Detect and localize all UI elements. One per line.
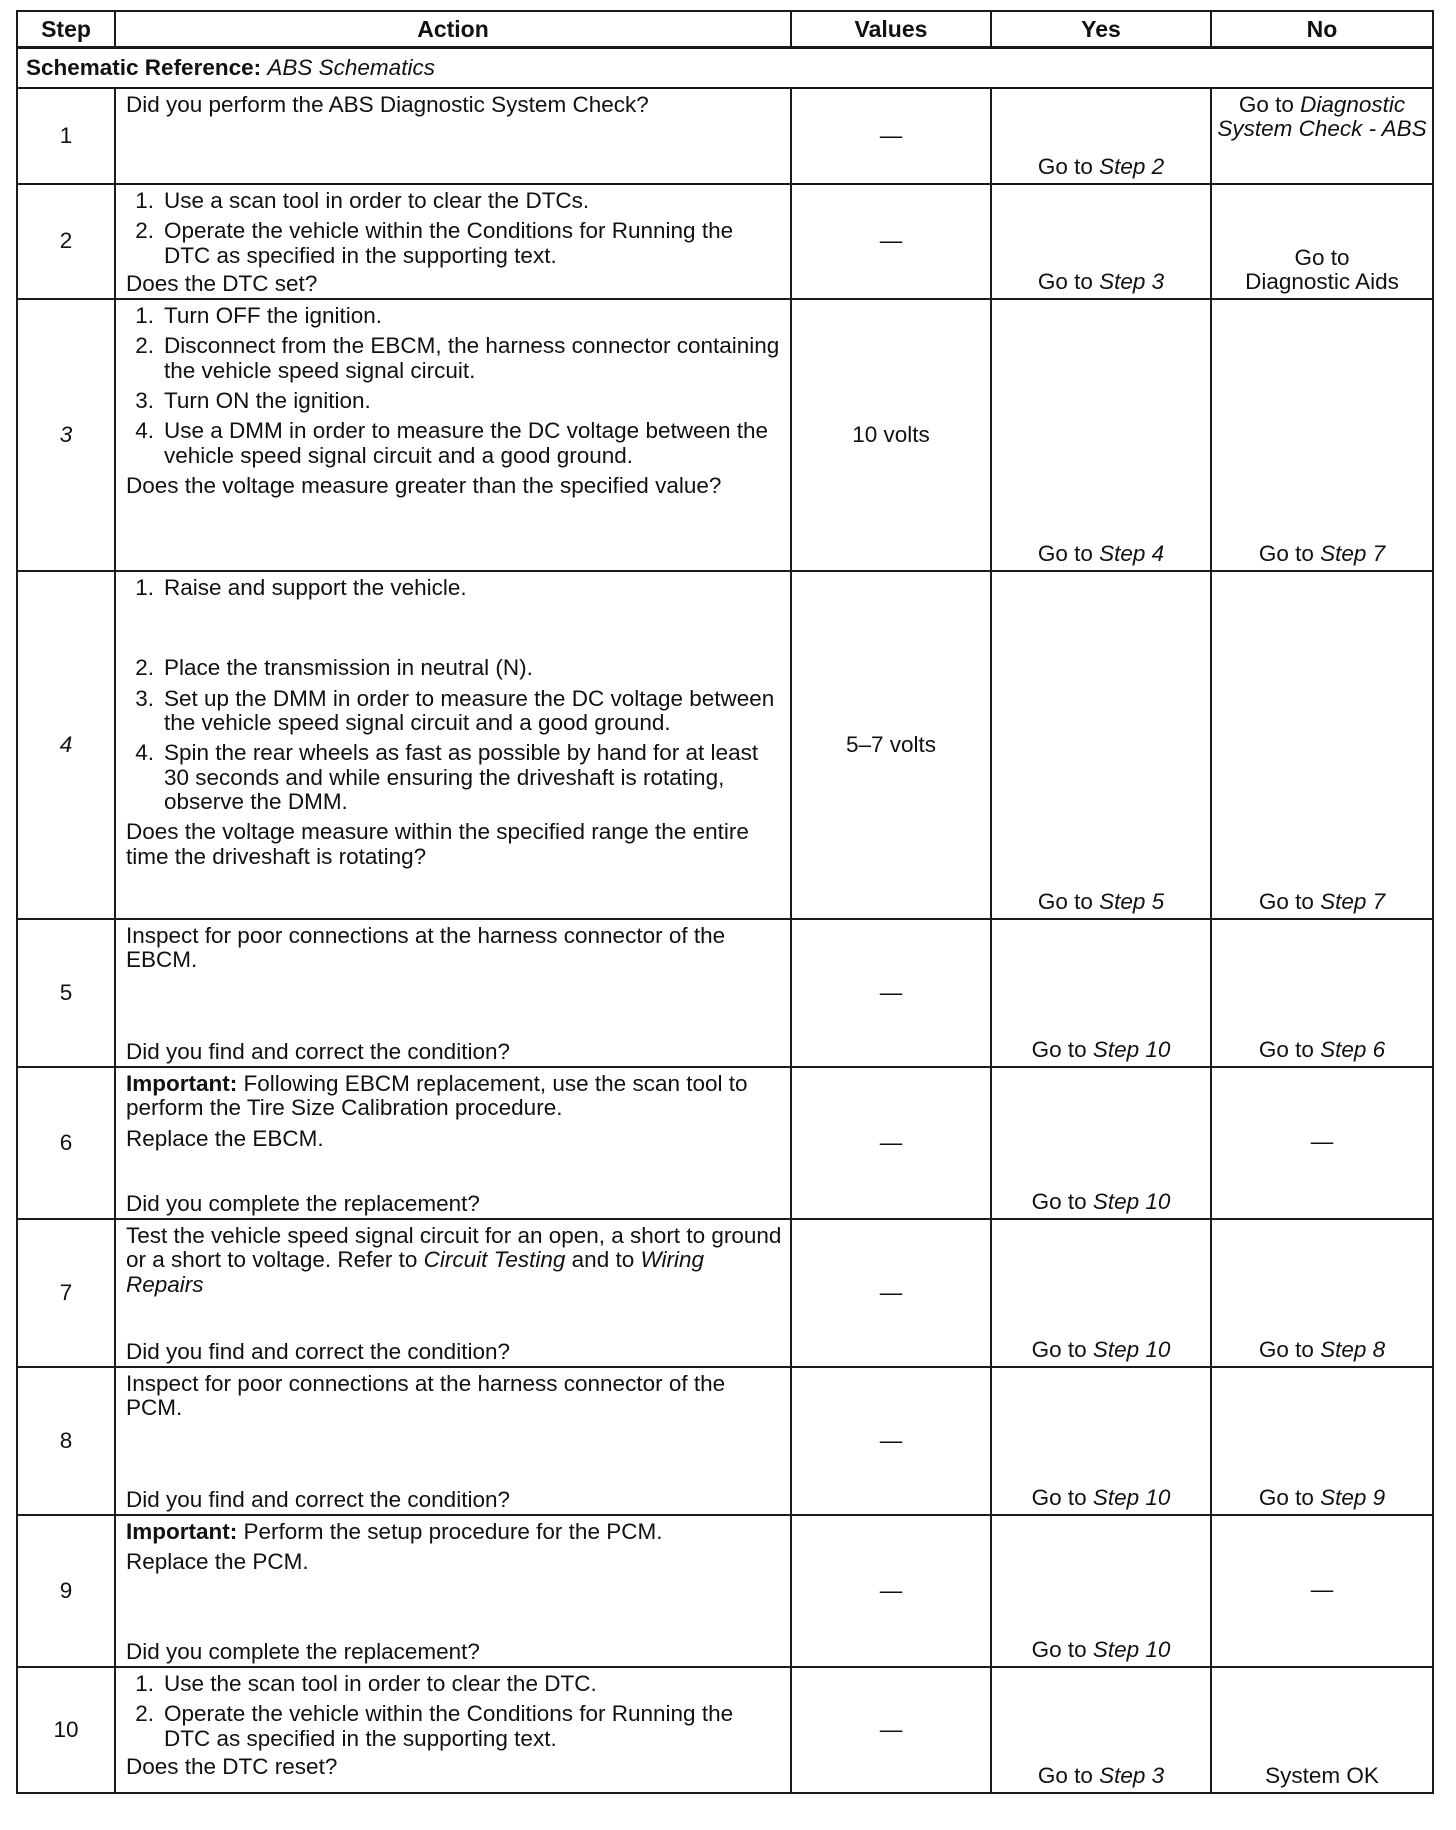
header-no: No: [1211, 11, 1433, 48]
table-row-step-3: [17, 299, 1433, 571]
no-prefix: Go to: [1258, 540, 1314, 566]
schematic-reference-label: Schematic Reference:: [26, 54, 262, 80]
step-yes: [991, 1219, 1211, 1367]
step-action: [115, 184, 791, 299]
step-no: System OK: [1211, 1667, 1433, 1793]
yes-target-link[interactable]: Step 2: [1099, 153, 1165, 179]
no-target-link[interactable]: Step 7: [1320, 888, 1386, 914]
table-row-step-6: [17, 1067, 1433, 1219]
list-item: 1. Use a scan tool in order to clear the DTCs.: [135, 188, 590, 213]
yes-target-link[interactable]: Step 10: [1092, 1036, 1171, 1062]
wiring-repairs-link[interactable]: Wiring Repairs: [126, 1247, 705, 1297]
step-action: [115, 919, 791, 1067]
step-yes: [991, 571, 1211, 919]
yes-target-link[interactable]: Step 10: [1092, 1336, 1171, 1362]
yes-prefix: Go to: [1031, 1188, 1087, 1214]
step-values: —: [791, 1515, 991, 1667]
step-no: [1211, 919, 1433, 1067]
yes-prefix: Go to: [1037, 888, 1093, 914]
yes-target-link[interactable]: Step 10: [1092, 1484, 1171, 1510]
step-yes: [991, 184, 1211, 299]
step-instruction: Replace the EBCM.: [126, 1125, 324, 1151]
step-instruction: Replace the PCM.: [126, 1549, 309, 1575]
step-instruction: Inspect for poor connections at the harness connector of the EBCM.: [126, 923, 726, 973]
no-prefix: Go to: [1238, 92, 1294, 117]
header-values: Values: [791, 11, 991, 48]
step-question: Did you complete the replacement?: [126, 1638, 480, 1664]
step-values: —: [791, 1219, 991, 1367]
schematic-reference: [17, 48, 1433, 89]
list-item: 2. Operate the vehicle within the Conditions for Running the DTC as specified in the supporting text.: [135, 218, 734, 268]
step-action: [115, 88, 791, 184]
step-yes: [991, 1367, 1211, 1515]
circuit-testing-link[interactable]: Circuit Testing: [423, 1247, 566, 1273]
step-action: [115, 571, 791, 919]
table-row-step-4: [17, 571, 1433, 919]
step-values: —: [791, 919, 991, 1067]
step-number: 8: [17, 1367, 115, 1515]
step-instruction: Inspect for poor connections at the harness connector of the PCM.: [126, 1371, 726, 1421]
list-item: 1. Use the scan tool in order to clear the DTC.: [135, 1671, 597, 1697]
no-prefix: Go to: [1258, 1336, 1314, 1362]
step-question: Did you perform the ABS Diagnostic System Check?: [126, 92, 649, 117]
table-row-step-1: [17, 88, 1433, 184]
step-yes: [991, 919, 1211, 1067]
no-target-link[interactable]: Diagnostic System Check - ABS: [1217, 92, 1427, 142]
step-number: 7: [17, 1219, 115, 1367]
step-question: Does the voltage measure greater than the specified value?: [126, 472, 722, 498]
list-item: 1. Raise and support the vehicle.: [135, 575, 467, 601]
step-number: 1: [17, 88, 115, 184]
no-target-link[interactable]: Step 6: [1320, 1036, 1386, 1062]
step-action: [115, 1515, 791, 1667]
step-question: Does the DTC reset?: [126, 1754, 338, 1780]
step-no: [1211, 184, 1433, 299]
step-action: [115, 1067, 791, 1219]
step-no: [1211, 571, 1433, 919]
step-number: 2: [17, 184, 115, 299]
step-values: 5–7 volts: [791, 571, 991, 919]
step-question: Did you find and correct the condition?: [126, 1038, 510, 1064]
step-values: 10 volts: [791, 299, 991, 571]
step-yes: [991, 1067, 1211, 1219]
step-values: —: [791, 1667, 991, 1793]
table-row-step-8: [17, 1367, 1433, 1515]
yes-target-link[interactable]: Step 10: [1092, 1636, 1171, 1662]
no-target-link[interactable]: Step 8: [1320, 1336, 1386, 1362]
list-item: 3. Turn ON the ignition.: [135, 388, 371, 414]
yes-prefix: Go to: [1031, 1636, 1087, 1662]
diagnostic-table-container: [16, 10, 1432, 1794]
list-item: 3. Set up the DMM in order to measure the DC voltage between the vehicle speed signal circuit and a good ground.: [135, 685, 775, 736]
yes-prefix: Go to: [1037, 268, 1093, 294]
no-target-link[interactable]: Step 7: [1320, 540, 1386, 566]
table-row-step-2: [17, 184, 1433, 299]
yes-target-link[interactable]: Step 10: [1092, 1188, 1171, 1214]
step-number: 10: [17, 1667, 115, 1793]
list-item: 2. Disconnect from the EBCM, the harness connector containing the vehicle speed signal circuit.: [135, 333, 780, 383]
important-note: Important: Perform the setup procedure for the PCM.: [126, 1519, 663, 1545]
no-prefix: Go to: [1258, 888, 1314, 914]
yes-prefix: Go to: [1037, 153, 1093, 179]
yes-target-link[interactable]: Step 5: [1099, 888, 1165, 914]
list-item: 1. Turn OFF the ignition.: [135, 303, 383, 329]
list-item: 2. Place the transmission in neutral (N).: [135, 655, 533, 681]
step-values: —: [791, 1067, 991, 1219]
header-action: Action: [115, 11, 791, 48]
step-yes: [991, 299, 1211, 571]
table-row-step-9: [17, 1515, 1433, 1667]
header-step: Step: [17, 11, 115, 48]
step-number: 9: [17, 1515, 115, 1667]
diagnostic-table: [16, 10, 1434, 1794]
step-question: Did you find and correct the condition?: [126, 1338, 510, 1364]
schematic-reference-link[interactable]: ABS Schematics: [267, 54, 435, 80]
step-question: Does the voltage measure within the specified range the entire time the driveshaft is rotating?: [126, 819, 749, 869]
list-item: 4. Spin the rear wheels as fast as possible by hand for at least 30 seconds and while ensuring the driveshaft is rotating, observe the DMM.: [135, 740, 759, 814]
yes-prefix: Go to: [1031, 1484, 1087, 1510]
step-instruction: Test the vehicle speed signal circuit for an open, a short to ground or a short to voltage. Refer to Circuit Testing and to Wiring Repairs: [126, 1223, 782, 1297]
step-values: —: [791, 88, 991, 184]
schematic-reference-row: [17, 48, 1433, 89]
no-prefix: Go to: [1258, 1484, 1314, 1510]
step-values: —: [791, 184, 991, 299]
step-yes: [991, 1515, 1211, 1667]
step-action: [115, 1667, 791, 1793]
step-number: 3: [17, 299, 115, 571]
step-question: Does the DTC set?: [126, 270, 318, 296]
step-action: [115, 1219, 791, 1367]
step-no: [1211, 88, 1433, 184]
step-question: Did you find and correct the condition?: [126, 1486, 510, 1512]
step-yes: [991, 1667, 1211, 1793]
header-row: [17, 11, 1433, 48]
step-action: [115, 1367, 791, 1515]
step-no: —: [1211, 1067, 1433, 1219]
table-row-step-5: [17, 919, 1433, 1067]
yes-prefix: Go to: [1037, 1762, 1093, 1788]
yes-prefix: Go to: [1031, 1036, 1087, 1062]
yes-target-link[interactable]: Step 4: [1099, 540, 1165, 566]
step-no: [1211, 1219, 1433, 1367]
step-question: Did you complete the replacement?: [126, 1190, 480, 1216]
no-target-link[interactable]: Diagnostic Aids: [1245, 268, 1399, 294]
header-yes: Yes: [991, 11, 1211, 48]
table-row-step-7: [17, 1219, 1433, 1367]
yes-prefix: Go to: [1031, 1336, 1087, 1362]
step-number: 4: [17, 571, 115, 919]
no-target-link[interactable]: Step 9: [1320, 1484, 1386, 1510]
yes-prefix: Go to: [1037, 540, 1093, 566]
list-item: 2. Operate the vehicle within the Conditions for Running the DTC as specified in the supporting text.: [135, 1701, 734, 1751]
step-no: —: [1211, 1515, 1433, 1667]
step-no: [1211, 1367, 1433, 1515]
step-number: 6: [17, 1067, 115, 1219]
no-prefix: Go to: [1294, 244, 1350, 270]
list-item: 4. Use a DMM in order to measure the DC voltage between the vehicle speed signal circuit and a good ground.: [135, 418, 769, 468]
step-no: [1211, 299, 1433, 571]
no-prefix: Go to: [1258, 1036, 1314, 1062]
step-values: —: [791, 1367, 991, 1515]
step-yes: [991, 88, 1211, 184]
yes-target-link[interactable]: Step 3: [1099, 268, 1165, 294]
yes-target-link[interactable]: Step 3: [1099, 1762, 1165, 1788]
step-number: 5: [17, 919, 115, 1067]
table-row-step-10: [17, 1667, 1433, 1793]
step-action: [115, 299, 791, 571]
important-note: Important: Following EBCM replacement, use the scan tool to perform the Tire Size Calibration procedure.: [126, 1071, 748, 1121]
